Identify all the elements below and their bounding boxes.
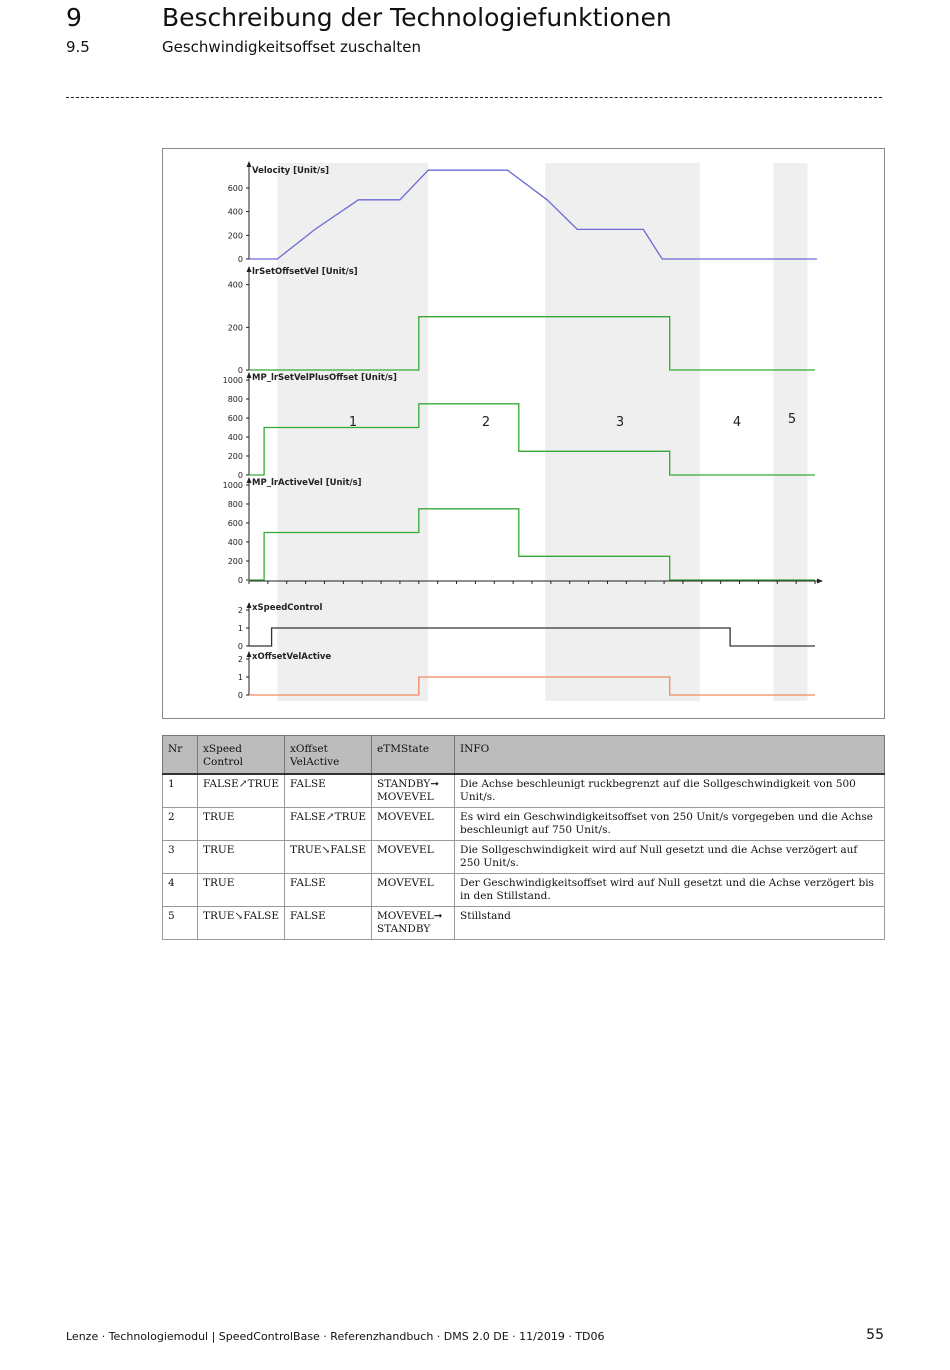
y-tick-label: 0	[237, 255, 243, 264]
y-tick-label: 2	[237, 606, 243, 615]
y-tick-label: 800	[227, 500, 243, 509]
table-cell: FALSE	[285, 774, 372, 808]
table-cell: 3	[163, 841, 198, 874]
y-tick-label: 1	[237, 624, 243, 633]
y-tick-label: 400	[227, 433, 243, 442]
table-cell: TRUE	[198, 874, 285, 907]
y-tick-label: 0	[237, 691, 243, 700]
header-divider	[66, 97, 882, 98]
table-header-cell: INFO	[455, 736, 885, 775]
table-cell: FALSE	[285, 874, 372, 907]
table-cell: FALSE	[285, 907, 372, 940]
panel-title: lrSetOffsetVel [Unit/s]	[252, 267, 358, 277]
table-cell: TRUE	[198, 841, 285, 874]
section-number: 9.5	[66, 38, 90, 56]
table-header-cell: eTMState	[372, 736, 455, 775]
table-cell: TRUE↘FALSE	[285, 841, 372, 874]
y-axis-arrow	[247, 161, 252, 167]
table-cell: MOVEVEL	[372, 841, 455, 874]
y-tick-label: 800	[227, 395, 243, 404]
table-cell: Die Sollgeschwindigkeit wird auf Null gesetzt und die Achse verzögert auf 250 Unit/s.	[455, 841, 885, 874]
table-cell: 4	[163, 874, 198, 907]
table-row	[163, 808, 885, 841]
timing-diagram-figure	[162, 148, 885, 719]
y-tick-label: 600	[227, 519, 243, 528]
y-tick-label: 0	[237, 642, 243, 651]
panel-title: xSpeedControl	[252, 603, 323, 613]
y-tick-label: 1000	[222, 376, 243, 385]
panel-title: MP_lrActiveVel [Unit/s]	[252, 478, 362, 488]
time-axis-arrow	[817, 579, 823, 584]
panel-title: xOffsetVelActive	[252, 652, 332, 662]
panel-title: Velocity [Unit/s]	[252, 166, 330, 176]
table-header-cell: xSpeed Control	[198, 736, 285, 775]
state-table	[162, 735, 885, 940]
y-tick-label: 200	[227, 323, 243, 333]
phase-band	[773, 163, 807, 701]
y-tick-label: 200	[227, 231, 243, 241]
y-tick-label: 0	[237, 366, 243, 375]
table-cell: TRUE↘FALSE	[198, 907, 285, 940]
footer-text: Lenze · Technologiemodul | SpeedControlBase · Referenzhandbuch · DMS 2.0 DE · 11/2019 · TD06	[66, 1330, 605, 1343]
y-tick-label: 200	[227, 452, 243, 461]
y-tick-label: 400	[227, 280, 243, 290]
y-axis-arrow	[247, 266, 252, 272]
table-cell: FALSE↗TRUE	[285, 808, 372, 841]
y-tick-label: 400	[227, 538, 243, 547]
table-cell: FALSE↗TRUE	[198, 774, 285, 808]
y-tick-label: 600	[227, 414, 243, 423]
table-cell: Die Achse beschleunigt ruckbegrenzt auf die Sollgeschwindigkeit von 500 Unit/s.	[455, 774, 885, 808]
phase-band	[277, 163, 428, 701]
y-axis-arrow	[247, 372, 252, 378]
table-cell: MOVEVEL➞ STANDBY	[372, 907, 455, 940]
table-cell: Der Geschwindigkeitsoffset wird auf Null gesetzt und die Achse verzögert bis in den Stillstand.	[455, 874, 885, 907]
table-row	[163, 874, 885, 907]
table-header-cell: xOffset VelActive	[285, 736, 372, 775]
y-tick-label: 0	[237, 576, 243, 585]
phase-label: 4	[732, 415, 742, 430]
table-cell: 1	[163, 774, 198, 808]
page-number: 55	[866, 1327, 884, 1343]
y-tick-label: 600	[227, 183, 243, 193]
y-axis-arrow	[247, 477, 252, 483]
table-row	[163, 841, 885, 874]
phase-label: 2	[481, 415, 491, 430]
y-axis-arrow	[247, 602, 252, 608]
table-cell: Stillstand	[455, 907, 885, 940]
table-row	[163, 774, 885, 808]
table-cell: 2	[163, 808, 198, 841]
phase-band	[545, 163, 700, 701]
timing-diagram	[163, 149, 884, 718]
table-cell: 5	[163, 907, 198, 940]
table-header-cell: Nr	[163, 736, 198, 775]
chapter-title: Beschreibung der Technologiefunktionen	[162, 3, 672, 32]
table-body	[163, 774, 885, 940]
y-tick-label: 1000	[222, 481, 243, 490]
phase-label: 5	[787, 412, 797, 427]
phase-label: 3	[615, 415, 625, 430]
section-title: Geschwindigkeitsoffset zuschalten	[162, 38, 421, 56]
phase-label: 1	[348, 415, 358, 430]
y-tick-label: 1	[237, 673, 243, 682]
table-cell: STANDBY➞ MOVEVEL	[372, 774, 455, 808]
table-cell: TRUE	[198, 808, 285, 841]
y-tick-label: 400	[227, 207, 243, 217]
table-header-row	[163, 736, 885, 775]
table-row	[163, 907, 885, 940]
table-cell: MOVEVEL	[372, 808, 455, 841]
panel-title: MP_lrSetVelPlusOffset [Unit/s]	[252, 373, 397, 383]
y-tick-label: 0	[237, 471, 243, 480]
y-axis-arrow	[247, 651, 252, 657]
table-cell: Es wird ein Geschwindigkeitsoffset von 250 Unit/s vorgegeben und die Achse beschleunigt auf 750 Unit/s.	[455, 808, 885, 841]
chapter-number: 9	[66, 3, 82, 32]
y-tick-label: 200	[227, 557, 243, 566]
y-tick-label: 2	[237, 655, 243, 664]
table-cell: MOVEVEL	[372, 874, 455, 907]
